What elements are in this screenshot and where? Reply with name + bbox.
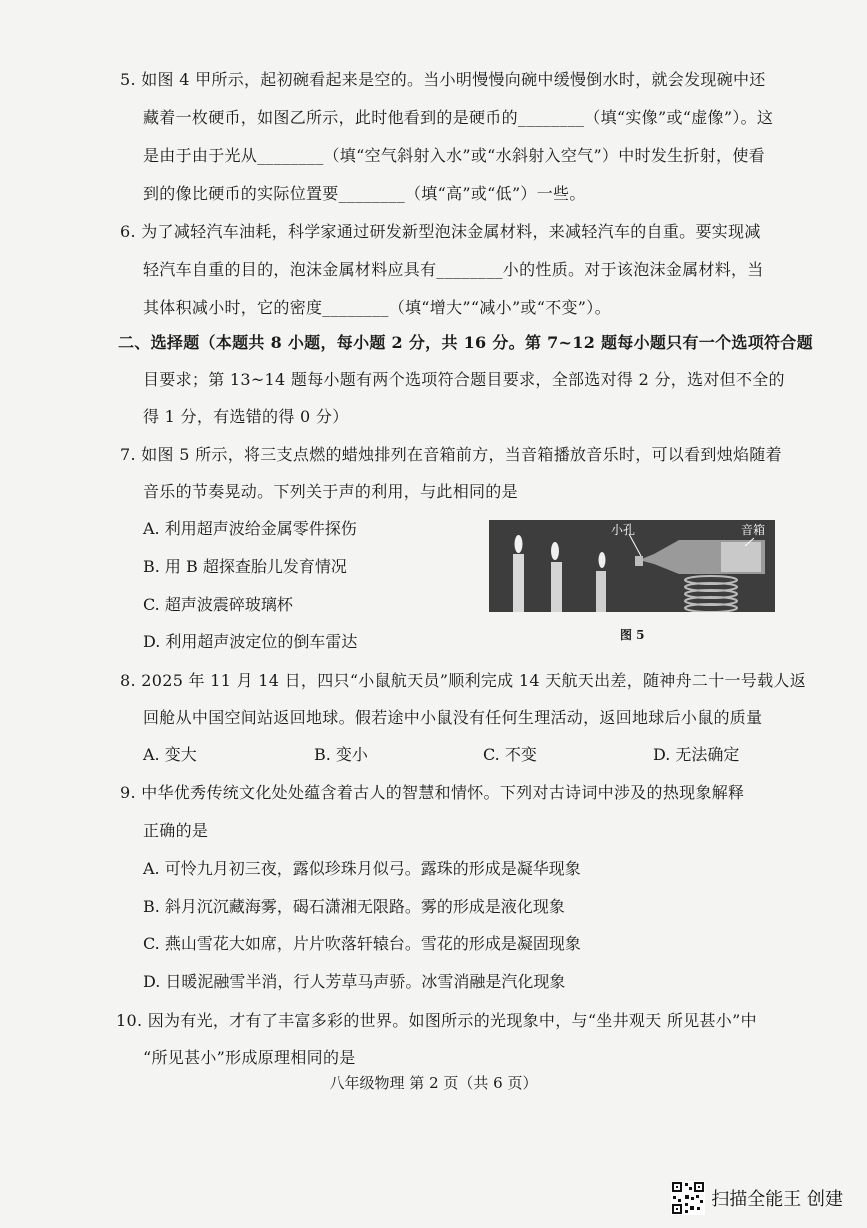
figure-label-speaker: 音箱 [741, 523, 766, 537]
q9-option-c: C. 燕山雪花大如席，片片吹落轩辕台。雪花的形成是凝固现象 [143, 934, 581, 953]
q9-option-d: D. 日暖泥融雪半消，行人芳草马声骄。冰雪消融是汽化现象 [143, 972, 566, 991]
q8-line-2: 回舱从中国空间站返回地球。假若途中小鼠没有任何生理活动，返回地球后小鼠的质量 [143, 708, 763, 727]
q9-option-b: B. 斜月沉沉藏海雾，碣石潇湘无限路。雾的形成是液化现象 [143, 897, 565, 916]
q5-line-3: 是由于由于光从________（填“空气斜射入水”或“水斜射入空气”）中时发生折射，使看 [143, 146, 765, 165]
q7-option-b: B. 用 B 超探查胎儿发育情况 [143, 557, 347, 576]
page-footer: 八年级物理 第 2 页（共 6 页） [329, 1074, 538, 1092]
q9-option-a: A. 可怜九月初三夜，露似珍珠月似弓。露珠的形成是凝华现象 [143, 859, 581, 878]
section-2-title: 二、选择题（本题共 8 小题，每小题 2 分，共 16 分。第 7~12 题每小题只有一个选项符合题 [118, 333, 813, 352]
figure-label-hole: 小孔 [611, 523, 636, 537]
candle-flame-1 [515, 535, 523, 553]
q8-option-b: B. 变小 [314, 745, 368, 764]
q6-line-1: 6. 为了减轻汽车油耗，科学家通过研发新型泡沫金属材料，来减轻汽车的自重。要实现减 [120, 222, 761, 241]
candle-3 [596, 571, 606, 612]
q8-line-1: 8. 2025 年 11 月 14 日，四只“小鼠航天员”顺利完成 14 天航天出差，随神舟二十一号载人返 [120, 671, 807, 690]
q5-line-1: 5. 如图 4 甲所示，起初碗看起来是空的。当小明慢慢向碗中缓慢倒水时，就会发现碗中还 [120, 70, 766, 89]
candle-flame-3 [599, 552, 606, 568]
q6-line-3: 其体积减小时，它的密度________（填“增大”“减小”或“不变”）。 [143, 298, 611, 317]
candle-flame-2 [551, 542, 559, 560]
q8-option-a: A. 变大 [143, 745, 197, 764]
q9-line-2: 正确的是 [143, 821, 209, 840]
q7-option-a: A. 利用超声波给金属零件探伤 [143, 519, 357, 538]
q7-option-c: C. 超声波震碎玻璃杯 [143, 595, 293, 614]
figure-5-candles-speaker [489, 520, 775, 612]
candle-1 [513, 554, 524, 612]
figure-5-drawing [489, 520, 775, 612]
q7-option-d: D. 利用超声波定位的倒车雷达 [143, 632, 358, 651]
scanner-watermark [671, 1178, 843, 1218]
candle-2 [551, 562, 562, 612]
figure-5-caption: 图 5 [620, 628, 645, 642]
q10-line-1: 10. 因为有光，才有了丰富多彩的世界。如图所示的光现象中，与“坐井观天 所见甚小”中 [116, 1011, 757, 1030]
qr-code-icon [671, 1181, 705, 1215]
q5-line-4: 到的像比硬币的实际位置要________（填“高”或“低”）一些。 [143, 184, 586, 203]
watermark-text: 扫描全能王 创建 [711, 1189, 843, 1210]
bottle-neck [635, 556, 643, 566]
q6-line-2: 轻汽车自重的目的，泡沫金属材料应具有________小的性质。对于该泡沫金属材料，当 [143, 260, 764, 279]
q8-option-c: C. 不变 [483, 745, 537, 764]
section-2-line-2: 目要求；第 13~14 题每小题有两个选项符合题目要求，全部选对得 2 分，选对但不全的 [143, 370, 785, 389]
section-2-line-3: 得 1 分，有选错的得 0 分） [143, 407, 349, 426]
q7-line-1: 7. 如图 5 所示，将三支点燃的蜡烛排列在音箱前方，当音箱播放音乐时，可以看到烛焰随着 [120, 445, 782, 464]
q7-line-2: 音乐的节奏晃动。下列关于声的利用，与此相同的是 [143, 482, 518, 501]
q5-line-2: 藏着一枚硬币，如图乙所示，此时他看到的是硬币的________（填“实像”或“虚像”）。这 [143, 108, 774, 127]
q10-line-2: “所见甚小”形成原理相同的是 [143, 1048, 356, 1067]
q8-option-d: D. 无法确定 [653, 745, 740, 764]
speaker-body [721, 542, 761, 572]
q9-line-1: 9. 中华优秀传统文化处处蕴含着古人的智慧和情怀。下列对古诗词中涉及的热现象解释 [120, 783, 745, 802]
